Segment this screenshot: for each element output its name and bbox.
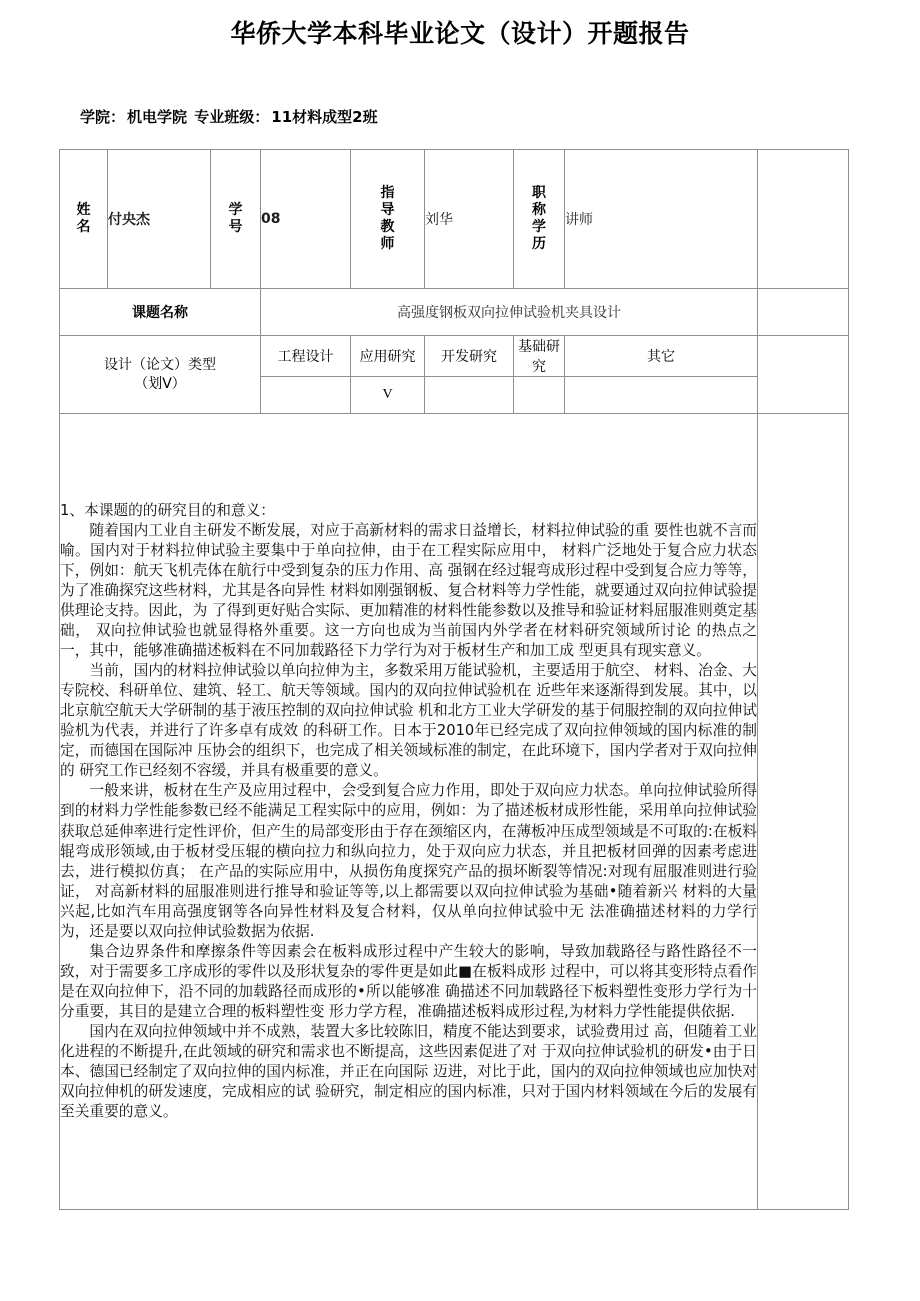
title-degree-label-cell — [514, 150, 565, 289]
title-degree-value-cell: 讲师 — [565, 150, 758, 289]
topic-value: 高强度钢板双向拉伸试验机夹具设计 — [261, 289, 758, 336]
student-id-label: 学号 — [228, 201, 243, 235]
class-value: 11材料成型2班 — [271, 108, 378, 126]
section-paragraph-5: 国内在双向拉伸领域中并不成熟，装置大多比较陈旧，精度不能达到要求，试验费用过 高，但随着工业化进程的不断提升,在此领域的研究和需求也不断提高，这些因素促进了对 于双向拉伸试验机的研发•由于日本、德国已经制定了双向拉伸的国内标准，并正在向国际 迈进，对比于此，国内的双向拉伸领域也应加快对双向拉伸机的研发速度，完成相应的试 验研究，制定相应的国内标准，只对于国内材料领域在今后的发展有至关重要的意义。 — [60, 1023, 757, 1121]
side-blank-cell-3 — [758, 336, 849, 414]
table-row-person-info — [60, 150, 849, 289]
type-label-line2: （划V） — [134, 375, 186, 392]
class-label: 专业班级： — [194, 108, 270, 126]
type-mark-other[interactable] — [565, 377, 758, 414]
type-option-other: 其它 — [565, 336, 758, 377]
name-label: 姓名 — [76, 201, 91, 235]
title-degree-label: 职称学历 — [532, 184, 546, 253]
type-label-cell — [60, 336, 261, 414]
name-label-cell — [60, 150, 108, 289]
type-label-line1: 设计（论文）类型 — [104, 356, 216, 373]
student-id-value-cell: 08 — [261, 150, 351, 289]
type-option-applied-research: 应用研究 — [351, 336, 425, 377]
college-value: 机电学院 — [127, 108, 188, 126]
type-mark-applied-research[interactable]: V — [351, 377, 425, 414]
side-blank-cell-2 — [758, 289, 849, 336]
college-label: 学院： — [80, 108, 126, 126]
section-paragraph-4: 集合边界条件和摩擦条件等因素会在板料成形过程中产生较大的影响，导致加载路径与路性路径不一致，对于需要多工序成形的零件以及形状复杂的零件更是如此■在板料成形 过程中，可以将其变形特点看作是在双向拉伸下，沿不同的加载路径而成形的•所以能够准 确描述不冋加载路径下板料塑性变形力学行为十分重要，其目的是建立合理的板料塑性变 形力学方程，准确描述板料成形过程,为材料力学性能提供依据. — [60, 942, 757, 1021]
table-row-topic — [60, 289, 849, 336]
advisor-value-cell: 刘华 — [425, 150, 514, 289]
type-mark-engineering-design[interactable] — [261, 377, 351, 414]
section-paragraph-2: 当前，国内的材料拉伸试验以单向拉伸为主，多数采用万能试验机，主要适用于航空、 材料、冶金、大专院校、科研单位、建筑、轻工、航天等领域。国内的双向拉伸试验机在 近些年来逐渐得到发展。其中，以北京航空航天大学研制的基于液压控制的双向拉伸试验 机和北方工业大学研发的基于伺服控制的双向拉伸试验机为代表，并进行了许多卓有成效 的科研工作。日本于2010年已经完成了双向拉伸领域的国内标准的制定，而德国在国际冲 压协会的组织下，也完成了相关领域标准的制定，在此环境下，国内学者对于双向拉伸的 研究工作已经刻不容缓，并具有极重要的意义。 — [60, 662, 757, 780]
section-paragraph-1: 随着国内工业自主研发不断发展，对应于高新材料的需求日益增长，材料拉伸试验的重 要性也就不言而喻。国内对于材料拉伸试验主要集中于单向拉伸，由于在工程实际应用中， 材料广泛地处于复合应力状态下，例如：航天飞机壳体在航行中受到复杂的压力作用、高 强钢在经过辊弯成形过程中受到复合应力等等，为了准确探究这些材料，尤其是各向异性 材料如刚强钢板、复合材料等力学性能，就要通过双向拉伸试验提供理论支持。因此，为 了得到更好贴合实际、更加精准的材料性能参数以及推导和验证材料屈服准则奠定基础， 双向拉伸试验也就显得格外重要。这一方向也成为当前国内外学者在材料研究领域所讨论 的热点之一，其中，能够准确描述板料在不冋加载路径下力学行为对于板材生产和加工成 型更具有现实意义。 — [60, 521, 757, 659]
type-mark-development-research[interactable] — [425, 377, 514, 414]
table-row-body — [60, 414, 849, 1210]
side-blank-cell-4 — [758, 414, 849, 1210]
opening-report-table — [59, 149, 849, 1210]
advisor-label-cell — [351, 150, 425, 289]
table-row-type-headers — [60, 336, 849, 377]
student-id-label-cell — [211, 150, 261, 289]
page-title: 华侨大学本科毕业论文（设计）开题报告 — [230, 19, 690, 48]
section-heading: 1、本课题的的研究目的和意义： — [60, 501, 275, 519]
advisor-label: 指导教师 — [380, 184, 395, 253]
section-body — [60, 501, 757, 1123]
name-value-cell: 付央杰 — [108, 150, 211, 289]
side-blank-cell-1 — [758, 150, 849, 289]
topic-label: 课题名称 — [60, 289, 261, 336]
body-content-cell — [60, 414, 758, 1210]
type-option-engineering-design: 工程设计 — [261, 336, 351, 377]
type-option-basic-research: 基础研究 — [514, 336, 565, 377]
header-info-line — [80, 106, 380, 127]
section-paragraph-3: 一般来讲，板材在生产及应用过程中，会受到复合应力作用，即处于双向应力状态。单向拉伸试验所得到的材料力学性能参数已经不能满足工程实际中的应用，例如：为了描述板材成形性能，采用单向拉伸试验获取总延伸率进行定性评价，但产生的局部变形由于存在颈缩区内，在薄板冲压成型领域是不可取的:在板料辊弯成形领域,由于板材受压辊的横向拉力和纵向拉力，处于双向应力状态，并且把板材回弹的因素考虑进去，进行模拟仿真； 在产品的实际应用中，从损伤角度探究产品的损坏断裂等情况:对现有屈服准则进行验证， 对高新材料的屈服准则进行推导和验证等等,以上都需要以双向拉伸试验为基础•随着新兴 材料的大量兴起,比如汽车用高强度钢等各向异性材料及复合材料，仅从单向拉伸试验中无 法准确描述材料的力学行为，还是要以双向拉伸试验数据为依据. — [60, 782, 757, 940]
type-option-development-research: 开发研究 — [425, 336, 514, 377]
type-mark-basic-research[interactable] — [514, 377, 565, 414]
